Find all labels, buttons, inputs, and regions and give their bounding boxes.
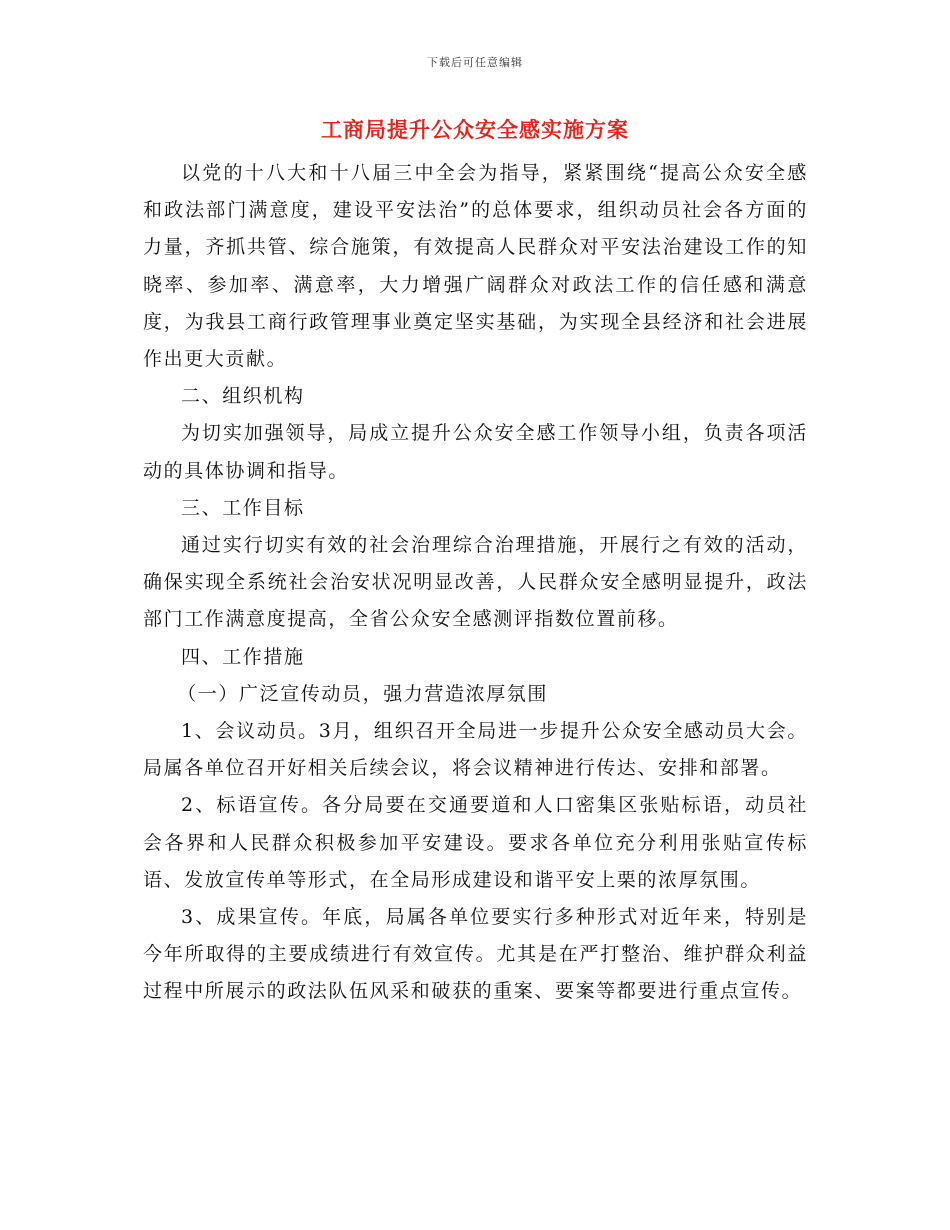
goals-paragraph: 通过实行切实有效的社会治理综合治理措施，开展行之有效的活动，确保实现全系统社会治安状况明显改善，人民群众安全感明显提升，政法部门工作满意度提高，全省公众安全感测评指数位置前移。 xyxy=(143,534,808,631)
header-note: 下载后可任意编辑 xyxy=(427,56,523,69)
organization-paragraph: 为切实加强领导，局成立提升公众安全感工作领导小组，负责各项活动的具体协调和指导。 xyxy=(143,422,808,482)
section-heading-goals: 三、工作目标 xyxy=(181,496,305,519)
measure-item-3: 3、成果宣传。年底，局属各单位要实行多种形式对近年来，特别是今年所取得的主要成绩进行有效宣传。尤其是在严打整治、维护群众利益过程中所展示的政法队伍风采和破获的重案、要案等都要进行重点宣传。 xyxy=(143,906,808,1003)
document-body xyxy=(143,155,808,1011)
measure-item-1: 1、会议动员。3月，组织召开全局进一步提升公众安全感动员大会。局属各单位召开好相关后续会议，将会议精神进行传达、安排和部署。 xyxy=(143,720,808,780)
measure-item-2: 2、标语宣传。各分局要在交通要道和人口密集区张贴标语，动员社会各界和人民群众积极参加平安建设。要求各单位充分利用张贴宣传标语、发放宣传单等形式，在全局形成建设和谐平安上栗的浓厚氛围。 xyxy=(143,794,808,891)
section-heading-organization: 二、组织机构 xyxy=(181,385,305,408)
intro-paragraph: 以党的十八大和十八届三中全会为指导，紧紧围绕“提高公众安全感和政法部门满意度，建设平安法治”的总体要求，组织动员社会各方面的力量，齐抓共管、综合施策，有效提高人民群众对平安法治建设工作的知晓率、参加率、满意率，大力增强广阔群众对政法工作的信任感和满意度，为我县工商行政管理事业奠定坚实基础，为实现全县经济和社会进展作出更大贡献。 xyxy=(143,162,808,371)
section-heading-measures: 四、工作措施 xyxy=(181,645,305,668)
document-title: 工商局提升公众安全感实施方案 xyxy=(321,117,629,142)
subsection-heading-publicity: （一）广泛宣传动员，强力营造浓厚氛围 xyxy=(177,682,548,705)
